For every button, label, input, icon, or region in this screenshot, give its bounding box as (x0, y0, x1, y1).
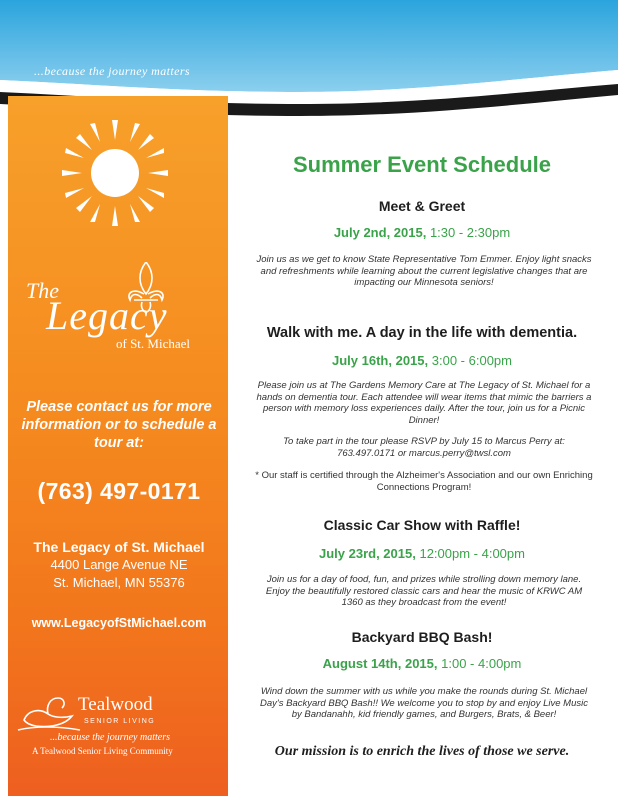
legacy-logo (26, 262, 216, 354)
event-description: Join us as we get to know State Representative Tom Emmer. Enjoy light snacks and refreshments while learning about the current legislative changes that are impacting our Minnesota seniors! (256, 254, 592, 288)
event-title: Meet & Greet (378, 198, 466, 214)
address-street: 4400 Lange Avenue NE (50, 557, 188, 572)
event-date-time: 12:00pm - 4:00pm (419, 546, 525, 561)
event-date-day: July 23rd, 2015, (319, 546, 416, 561)
event-date-day: August 14th, 2015, (322, 656, 438, 671)
event-note: * Our staff is certified through the Alzheimer's Association and our own Enriching Connections Program! (255, 470, 593, 493)
contact-text: Please contact us for more information or to schedule a tour at: (21, 399, 217, 451)
page-title: Summer Event Schedule (293, 152, 551, 177)
address-block (10, 538, 228, 592)
event-date-day: July 2nd, 2015, (333, 225, 427, 240)
event-date (232, 656, 612, 671)
event-description: Join us for a day of food, fun, and prizes while strolling down memory lane. Enjoy the beautifully restored classic cars and hear the music of KRWC AM 1360 as they broadcast from the event! (265, 574, 583, 608)
tealwood-logo (14, 690, 214, 780)
logo-of-st-michael: of St. Michael (116, 336, 191, 351)
logo-legacy: Legacy (46, 293, 168, 338)
phone-number[interactable]: (763) 497-0171 (37, 478, 201, 504)
event-description: Wind down the summer with us while you make the rounds during St. Michael Day's Backyard BBQ Bash!! We welcome you to stop by and enjoy Live Music by Bandanahh, kid friendly games, and Burgers, Brats, & Beer! (260, 686, 588, 720)
event-date-time: 1:00 - 4:00pm (441, 656, 522, 671)
event-date-day: July 16th, 2015, (332, 353, 429, 368)
tealwood-name: Tealwood (78, 694, 153, 715)
duck-icon (14, 690, 84, 734)
event-rsvp: To take part in the tour please RSVP by July 15 to Marcus Perry at: 763.497.0171 or marcus.perry@twsl.com (283, 436, 565, 459)
event-date-time: 3:00 - 6:00pm (431, 353, 512, 368)
event-date-time: 1:30 - 2:30pm (429, 225, 511, 240)
tealwood-community: A Tealwood Senior Living Community (32, 746, 173, 756)
event-date (232, 546, 612, 561)
logo-the: The (26, 278, 59, 303)
address-city: St. Michael, MN 55376 (53, 575, 185, 590)
tealwood-subtitle: SENIOR LIVING (84, 718, 156, 725)
event-title: Backyard BBQ Bash! (351, 629, 493, 645)
address-name: The Legacy of St. Michael (33, 539, 205, 555)
event-title: Walk with me. A day in the life with dementia. (266, 325, 578, 341)
mission-statement: Our mission is to enrich the lives of those we serve. (274, 744, 570, 759)
event-title: Classic Car Show with Raffle! (323, 517, 521, 533)
header-tagline: ...because the journey matters (34, 64, 190, 78)
event-date (232, 225, 612, 240)
event-date (232, 353, 612, 368)
sun-icon (60, 118, 170, 228)
event-description: Please join us at The Gardens Memory Care at The Legacy of St. Michael for a hands on dementia tour. Each attendee will wear items that mimic the barriers a person with memory loss experiences daily. After the tour, join us for a Picnic Dinner! (256, 380, 592, 426)
tealwood-tagline: ...because the journey matters (50, 732, 170, 743)
website-link[interactable]: www.LegacyofStMichael.com (31, 616, 207, 630)
